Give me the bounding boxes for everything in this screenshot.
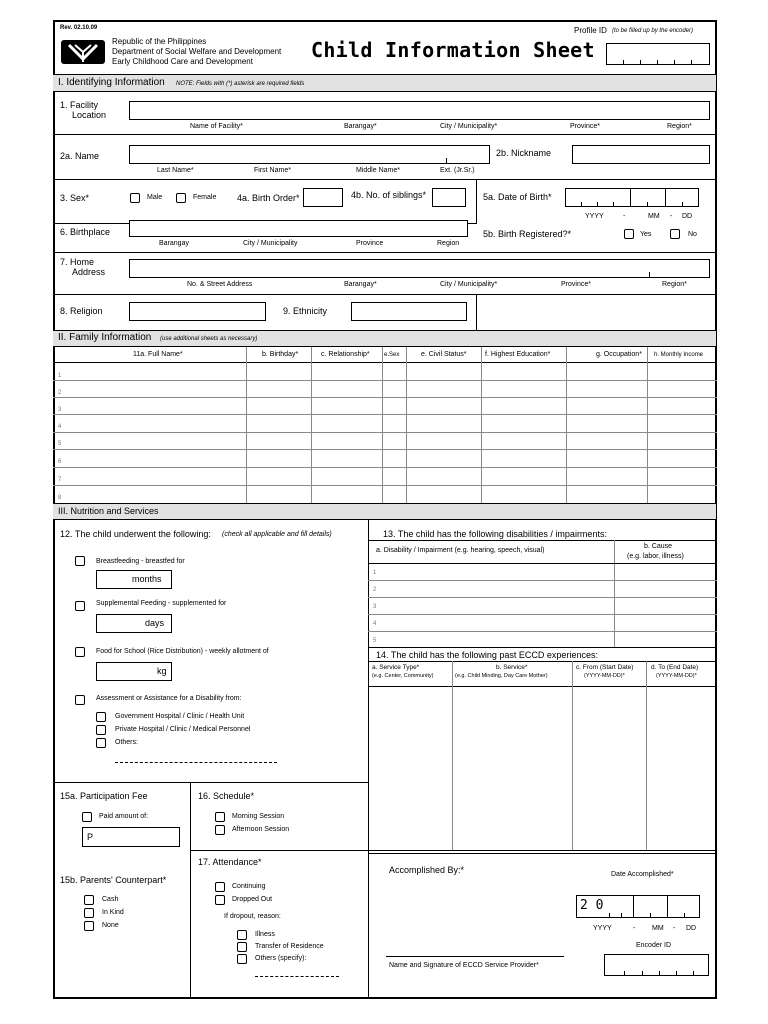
name-col-middle: Middle Name*: [356, 167, 400, 174]
counterpart-none-checkbox[interactable]: [84, 921, 94, 931]
profile-id-label: Profile ID: [574, 26, 607, 35]
home-address-label-2: Address: [72, 267, 106, 277]
no-label: No: [688, 231, 697, 238]
section-2-note: (use additional sheets as necessary): [160, 336, 258, 342]
page-title: Child Information Sheet: [311, 38, 595, 62]
home-col-street: No. & Street Address: [187, 281, 253, 288]
facility-col-name: Name of Facility*: [190, 123, 243, 130]
male-checkbox[interactable]: [130, 193, 140, 203]
birth-registered-yes-checkbox[interactable]: [624, 229, 634, 239]
supplemental-unit: days: [145, 618, 165, 628]
date-fmt-sep-1: -: [633, 925, 636, 932]
morning-session-checkbox[interactable]: [215, 812, 225, 822]
others-specify-label: Others (specify):: [255, 955, 307, 962]
siblings-input[interactable]: [432, 188, 466, 207]
q14-col-from: c. From (Start Date): [576, 664, 634, 671]
q14-col-type-eg: (e.g. Center, Community): [372, 673, 434, 679]
food-for-school-label: Food for School (Rice Distribution) - weekly allotment of: [96, 648, 269, 655]
female-label: Female: [193, 194, 217, 201]
transfer-residence-label: Transfer of Residence: [255, 943, 324, 950]
family-col-education: f. Highest Education*: [485, 351, 551, 358]
birth-order-input[interactable]: [303, 188, 343, 207]
q15a-label: 15a. Participation Fee: [60, 791, 148, 801]
religion-label: 8. Religion: [60, 306, 103, 316]
facility-col-region: Region*: [667, 123, 692, 130]
assist-others-line[interactable]: [115, 762, 277, 763]
org-line-2: Department of Social Welfare and Development: [112, 47, 282, 56]
breastfeeding-checkbox[interactable]: [75, 556, 85, 566]
cash-label: Cash: [102, 896, 119, 903]
birthplace-col-barangay: Barangay: [159, 240, 189, 247]
family-row-4: 4: [58, 424, 62, 430]
home-col-province: Province*: [561, 281, 591, 288]
afternoon-session-label: Afternoon Session: [232, 826, 290, 833]
q14-col-to-fmt: (YYYY-MM-DD)*: [656, 673, 697, 679]
dob-label: 5a. Date of Birth*: [483, 192, 552, 202]
encoder-id-label: Encoder ID: [636, 942, 672, 949]
family-row-6: 6: [58, 459, 62, 465]
family-row-8: 8: [58, 495, 62, 501]
birth-registered-no-checkbox[interactable]: [670, 229, 680, 239]
breastfeeding-label: Breastfeeding - breastfed for: [96, 558, 185, 565]
q15b-label: 15b. Parents' Counterpart*: [60, 875, 167, 885]
q14-col-to: d. To (End Date): [651, 664, 699, 671]
date-fmt-year: YYYY: [593, 925, 612, 932]
section-2-title: II. Family Information: [58, 332, 152, 343]
dropout-reason-label: If dropout, reason:: [224, 913, 281, 920]
date-accomplished-label: Date Accomplished*: [611, 871, 674, 878]
facility-label: 1. Facility: [60, 100, 99, 110]
others-specify-line[interactable]: [255, 976, 339, 977]
home-col-barangay: Barangay*: [344, 281, 377, 288]
dob-input[interactable]: [565, 188, 699, 207]
assist-others-checkbox[interactable]: [96, 738, 106, 748]
home-address-input[interactable]: [129, 259, 710, 278]
q14-col-service-eg: (e.g. Child Minding, Day Care Mother): [455, 673, 548, 679]
gov-hospital-label: Government Hospital / Clinic / Health Unit: [115, 713, 245, 720]
signature-label: Name and Signature of ECCD Service Provider*: [389, 962, 539, 969]
q14-col-service: b. Service*: [496, 664, 528, 671]
family-row-1: 1: [58, 373, 62, 379]
afternoon-session-checkbox[interactable]: [215, 825, 225, 835]
male-label: Male: [147, 194, 163, 201]
family-col-birthday: b. Birthday*: [262, 351, 299, 358]
q12-note: (check all applicable and fill details): [222, 531, 332, 538]
supplemental-feeding-label: Supplemental Feeding - supplemented for: [96, 600, 227, 607]
section-1-note: NOTE: Fields with (*) asterisk are required fields: [176, 81, 305, 87]
dropout-others-checkbox[interactable]: [237, 954, 247, 964]
gov-hospital-checkbox[interactable]: [96, 712, 106, 722]
q13-col-disability: a. Disability / Impairment (e.g. hearing, speech, visual): [376, 547, 545, 554]
illness-checkbox[interactable]: [237, 930, 247, 940]
assist-others-label: Others:: [115, 739, 138, 746]
continuing-checkbox[interactable]: [215, 882, 225, 892]
home-address-label: 7. Home: [60, 257, 95, 267]
counterpart-kind-checkbox[interactable]: [84, 908, 94, 918]
dob-fmt-sep-1: -: [623, 213, 626, 220]
home-col-region: Region*: [662, 281, 687, 288]
q13-row-3: 3: [373, 604, 377, 610]
q13-row-4: 4: [373, 621, 377, 627]
home-col-city: City / Municipality*: [440, 281, 498, 288]
yes-label: Yes: [640, 231, 652, 238]
q17-label: 17. Attendance*: [198, 857, 262, 867]
org-line-3: Early Childhood Care and Development: [112, 57, 253, 66]
continuing-label: Continuing: [232, 883, 266, 890]
date-fmt-day: DD: [686, 925, 697, 932]
nickname-label: 2b. Nickname: [496, 148, 552, 158]
transfer-residence-checkbox[interactable]: [237, 942, 247, 952]
section-3-title: III. Nutrition and Services: [58, 506, 159, 516]
family-col-sex: e.Sex: [384, 352, 400, 358]
section-family-info: [53, 330, 716, 347]
in-kind-label: In Kind: [102, 909, 124, 916]
breastfeeding-unit: months: [132, 574, 162, 584]
family-row-5: 5: [58, 441, 62, 447]
facility-label-2: Location: [72, 110, 107, 120]
dropped-out-label: Dropped Out: [232, 896, 273, 903]
birthplace-input[interactable]: [129, 220, 468, 237]
family-col-income: h. Monthly Income: [654, 352, 704, 358]
paid-amount-checkbox[interactable]: [82, 812, 92, 822]
child-name-input[interactable]: [129, 145, 490, 164]
dropped-out-checkbox[interactable]: [215, 895, 225, 905]
name-col-ext: Ext. (Jr.Sr.): [440, 167, 475, 174]
private-hospital-label: Private Hospital / Clinic / Medical Personnel: [115, 726, 251, 733]
year-prefix: 2 0: [580, 898, 604, 913]
q13-row-2: 2: [373, 587, 377, 593]
family-row-7: 7: [58, 477, 62, 483]
profile-id-input[interactable]: [606, 43, 710, 65]
birthplace-col-province: Province: [356, 240, 384, 247]
family-row-2: 2: [58, 390, 62, 396]
birth-registered-label: 5b. Birth Registered?*: [483, 229, 572, 239]
family-col-name: 11a. Full Name*: [133, 351, 183, 358]
nickname-input[interactable]: [572, 145, 710, 164]
revision-label: Rev. 02.10.09: [60, 25, 98, 31]
dob-fmt-month: MM: [648, 213, 660, 220]
section-1-title: I. Identifying Information: [58, 77, 165, 88]
dob-fmt-day: DD: [682, 213, 693, 220]
private-hospital-checkbox[interactable]: [96, 725, 106, 735]
q13-row-5: 5: [373, 638, 377, 644]
siblings-label: 4b. No. of siblings*: [351, 190, 427, 200]
facility-location-input[interactable]: [129, 101, 710, 120]
family-row-3: 3: [58, 407, 62, 413]
counterpart-cash-checkbox[interactable]: [84, 895, 94, 905]
birthplace-col-region: Region: [437, 240, 460, 247]
facility-col-city: City / Municipality*: [440, 123, 498, 130]
paid-amount-label: Paid amount of:: [99, 813, 149, 820]
religion-input[interactable]: [129, 302, 266, 321]
org-line-1: Republic of the Philippines: [112, 37, 207, 46]
birthplace-label: 6. Birthplace: [60, 227, 111, 237]
peso-sign: P: [87, 832, 94, 842]
profile-id-note: (to be filled up by the encoder): [612, 28, 694, 34]
illness-label: Illness: [255, 931, 275, 938]
family-col-relationship: c. Relationship*: [321, 351, 370, 358]
facility-col-province: Province*: [570, 123, 600, 130]
family-table: [53, 347, 717, 504]
birth-order-label: 4a. Birth Order*: [237, 193, 300, 203]
family-col-civil-status: e. Civil Status*: [421, 351, 467, 358]
q13-row-1: 1: [373, 570, 377, 576]
family-col-occupation: g. Occupation*: [596, 351, 642, 358]
none-label: None: [102, 922, 119, 929]
date-fmt-sep-2: -: [673, 925, 676, 932]
food-for-school-unit: kg: [157, 666, 167, 676]
supplemental-feeding-checkbox[interactable]: [75, 601, 85, 611]
name-col-last: Last Name*: [157, 167, 194, 174]
signature-line[interactable]: [386, 956, 564, 957]
q12-label: 12. The child underwent the following:: [60, 529, 211, 539]
q13-label: 13. The child has the following disabilities / impairments:: [383, 529, 607, 539]
q14-label: 14. The child has the following past ECCD experiences:: [376, 650, 598, 660]
logo-emblem-icon: [61, 40, 105, 64]
accomplished-by-label: Accomplished By:*: [389, 865, 465, 875]
q14-col-type: a. Service Type*: [372, 664, 420, 671]
disability-assistance-label: Assessment or Assistance for a Disability from:: [96, 695, 242, 702]
food-for-school-checkbox[interactable]: [75, 647, 85, 657]
female-checkbox[interactable]: [176, 193, 186, 203]
dob-fmt-sep-2: -: [670, 213, 673, 220]
q14-col-from-fmt: (YYYY-MM-DD)*: [584, 673, 625, 679]
ethnicity-label: 9. Ethnicity: [283, 306, 328, 316]
q13-col-cause-eg: (e.g. labor, illness): [627, 553, 684, 560]
facility-col-barangay: Barangay*: [344, 123, 377, 130]
name-label: 2a. Name: [60, 151, 100, 161]
dswd-logo: [61, 40, 105, 64]
ethnicity-input[interactable]: [351, 302, 467, 321]
dob-fmt-year: YYYY: [585, 213, 604, 220]
morning-session-label: Morning Session: [232, 813, 285, 820]
q16-label: 16. Schedule*: [198, 791, 255, 801]
name-col-first: First Name*: [254, 167, 291, 174]
birthplace-col-city: City / Municipality: [243, 240, 298, 247]
participation-fee-input[interactable]: [82, 827, 180, 847]
disability-assistance-checkbox[interactable]: [75, 695, 85, 705]
date-fmt-month: MM: [652, 925, 664, 932]
sex-label: 3. Sex*: [60, 193, 90, 203]
q13-col-cause: b. Cause: [644, 543, 673, 550]
